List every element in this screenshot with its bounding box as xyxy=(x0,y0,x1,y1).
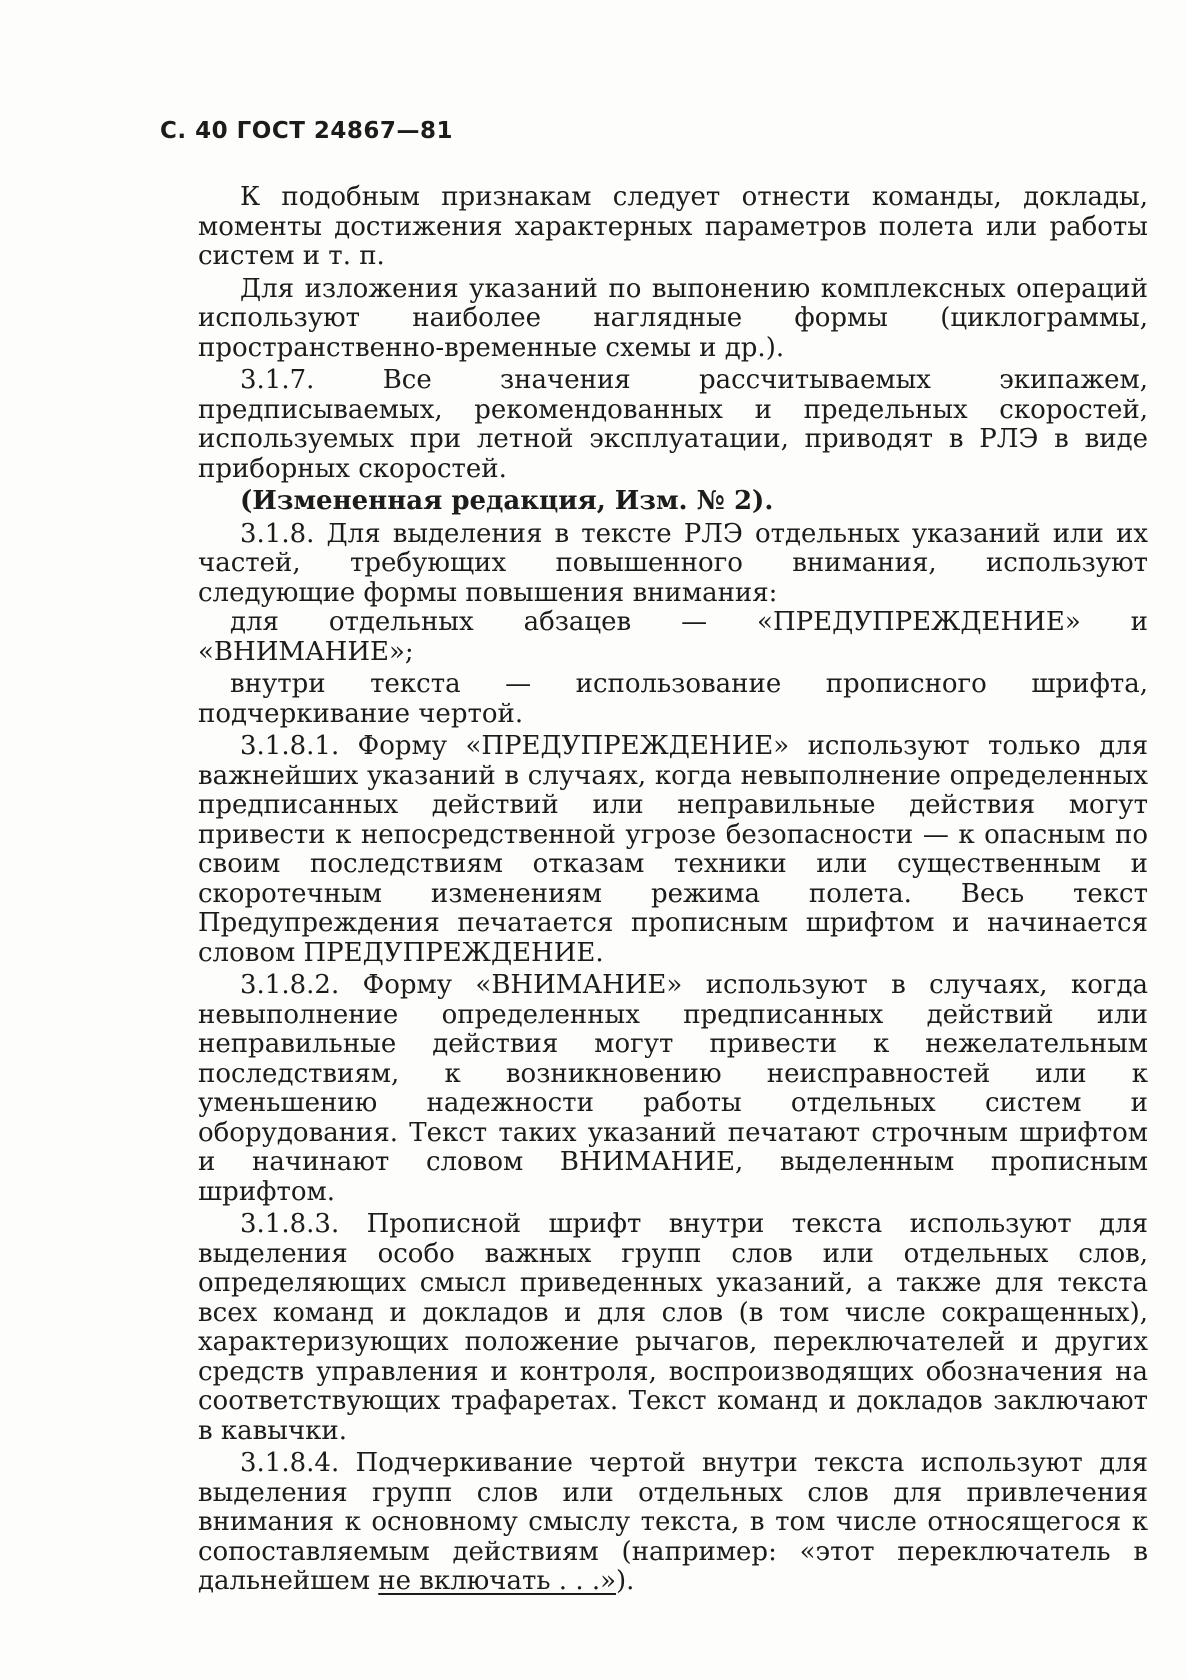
paragraph: 3.1.7. Все значения рассчитываемых экипажем, предписываемых, рекомендованных и предельных скоростей, используемых при летной эксплуатации, приводят в РЛЭ в виде приборных скоростей. xyxy=(198,365,1148,484)
underlined-text: не включать . . .» xyxy=(378,1566,617,1596)
paragraph: Для изложения указаний по выпонению комплексных операций используют наиболее наглядные формы (циклограммы, пространственно-временные схемы и др.). xyxy=(198,273,1148,363)
paragraph-last xyxy=(198,1449,1148,1597)
paragraph: 3.1.8.3. Прописной шрифт внутри текста используют для выделения особо важных групп слов или отдельных слов, определяющих смысл приведенных указаний, а также для текста всех команд и докладов и для слов (в том числе сокращенных), характеризующих положение рычагов, переключателей и других средств управления и контроля, воспроизводящих обозначения на соответствующих трафаретах. Текст команд и докладов заключают в кавычки. xyxy=(198,1209,1148,1446)
paragraph: 3.1.8. Для выделения в тексте РЛЭ отдельных указаний или их частей, требующих повышенного внимания, используют следующие формы повышения внимания: xyxy=(198,518,1148,608)
paragraph: К подобным признакам следует отнести команды, доклады, моменты достижения характерных параметров полета или работы систем и т. п. xyxy=(198,182,1148,271)
paragraph: 3.1.8.1. Форму «ПРЕДУПРЕЖДЕНИЕ» используют только для важнейших указаний в случаях, когда невыполнение определенных предписанных действий или неправильные действия могут привести к непосредственной угрозе безопасности — к опасным по своим последствиям отказам техники или существенным и скоротечным изменениям режима полета. Весь текст Предупреждения печатается прописным шрифтом и начинается словом ПРЕДУПРЕЖДЕНИЕ. xyxy=(198,731,1148,968)
paragraph-text: ). xyxy=(616,1566,635,1596)
list-item: для отдельных абзацев — «ПРЕДУПРЕЖДЕНИЕ» и «ВНИМАНИЕ»; xyxy=(198,607,1148,667)
list-item: внутри текста — использование прописного шрифта, подчеркивание чертой. xyxy=(198,669,1148,729)
paragraph: 3.1.8.2. Форму «ВНИМАНИЕ» используют в случаях, когда невыполнение определенных предписанных действий или неправильные действия могут привести к нежелательным последствиям, к возникновению неисправностей или к уменьшению надежности работы отдельных систем и оборудования. Текст таких указаний печатают строчным шрифтом и начинают словом ВНИМАНИЕ, выделенным прописным шрифтом. xyxy=(198,970,1148,1207)
paragraph-text: 3.1.8.4. Подчеркивание чертой внутри текста используют для выделения групп слов или отдельных слов для привлечения внимания к основному смыслу текста, в том числе относящегося к сопоставляемым действиям (например: «этот переключатель в дальнейшем xyxy=(198,1448,1148,1596)
amendment-note: (Измененная редакция, Изм. № 2). xyxy=(240,486,774,516)
document-body xyxy=(198,183,1148,1597)
page-header: С. 40 ГОСТ 24867—81 xyxy=(160,118,453,144)
